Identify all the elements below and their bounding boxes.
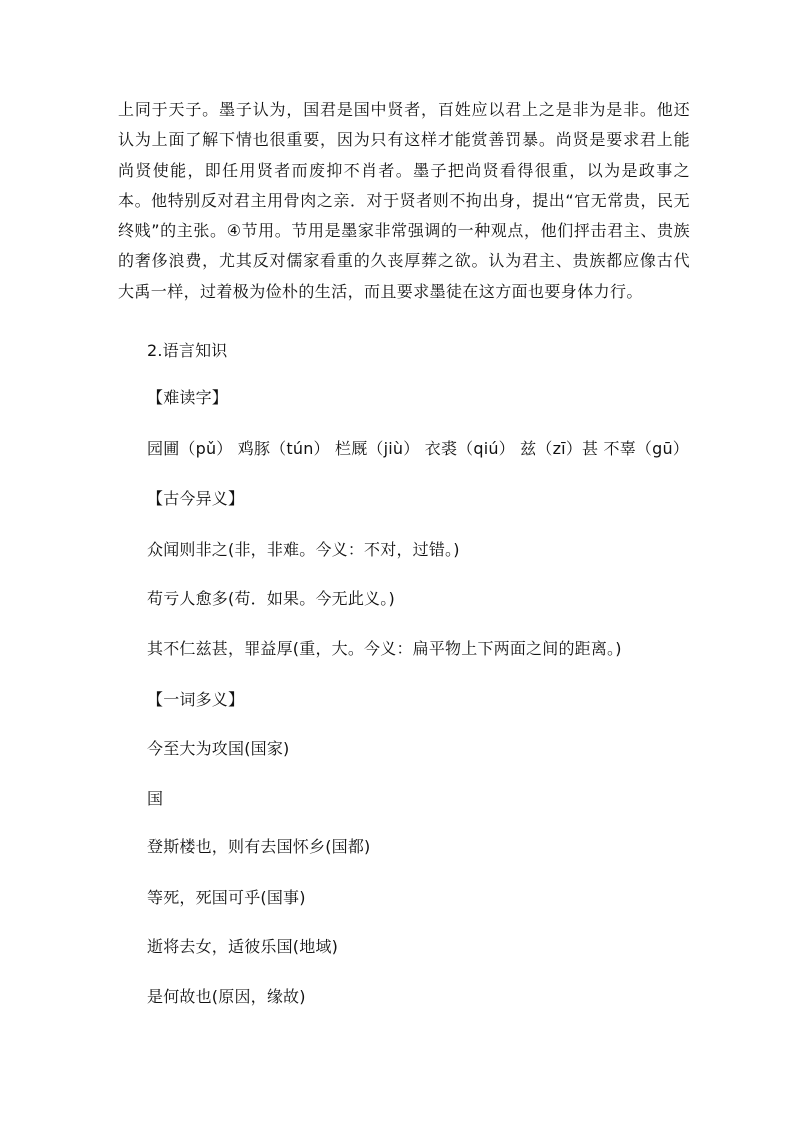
polysemy-item: 等死，死国可乎(国事) (147, 888, 306, 907)
polysemy-heading: 【一词多义】 (147, 690, 245, 709)
polysemy-item: 登斯楼也，则有去国怀乡(国都) (147, 837, 371, 856)
polysemy-item: 逝将去女，适彼乐国(地域) (147, 937, 339, 956)
ancient-modern-item: 其不仁兹甚，罪益厚(重，大。今义：扁平物上下两面之间的距离。) (147, 639, 622, 658)
polysemy-item: 国 (147, 789, 164, 808)
ancient-modern-heading: 【古今异义】 (147, 489, 245, 508)
difficult-chars-heading: 【难读字】 (147, 388, 229, 407)
polysemy-item: 今至大为攻国(国家) (147, 739, 290, 758)
section-heading: 2.语言知识 (147, 341, 228, 360)
polysemy-item: 是何故也(原因，缘故) (147, 987, 306, 1006)
ancient-modern-item: 众闻则非之(非，非难。今义：不对，过错。) (147, 540, 460, 559)
difficult-chars-line: 园圃（pǔ） 鸡豚（tún） 栏厩（jiù） 衣裘（qiú） 兹（zī）甚 不辜（gū） (147, 439, 689, 458)
intro-paragraph: 上同于天子。墨子认为，国君是国中贤者，百姓应以君上之是非为是非。他还认为上面了解下情也很重要，因为只有这样才能赏善罚暴。尚贤是要求君上能尚贤使能，即任用贤者而废抑不肖者。墨子把尚贤看得很重，以为是政事之本。他特别反对君主用骨肉之亲．对于贤者则不拘出身，提出“官无常贵，民无终贱”的主张。④节用。节用是墨家非常强调的一种观点，他们抨击君主、贵族的奢侈浪费，尤其反对儒家看重的久丧厚葬之欲。认为君主、贵族都应像古代大禹一样，过着极为俭朴的生活，而且要求墨徒在这方面也要身体力行。 (118, 100, 690, 301)
ancient-modern-item: 苟亏人愈多(苟．如果。今无此义。) (147, 589, 395, 608)
